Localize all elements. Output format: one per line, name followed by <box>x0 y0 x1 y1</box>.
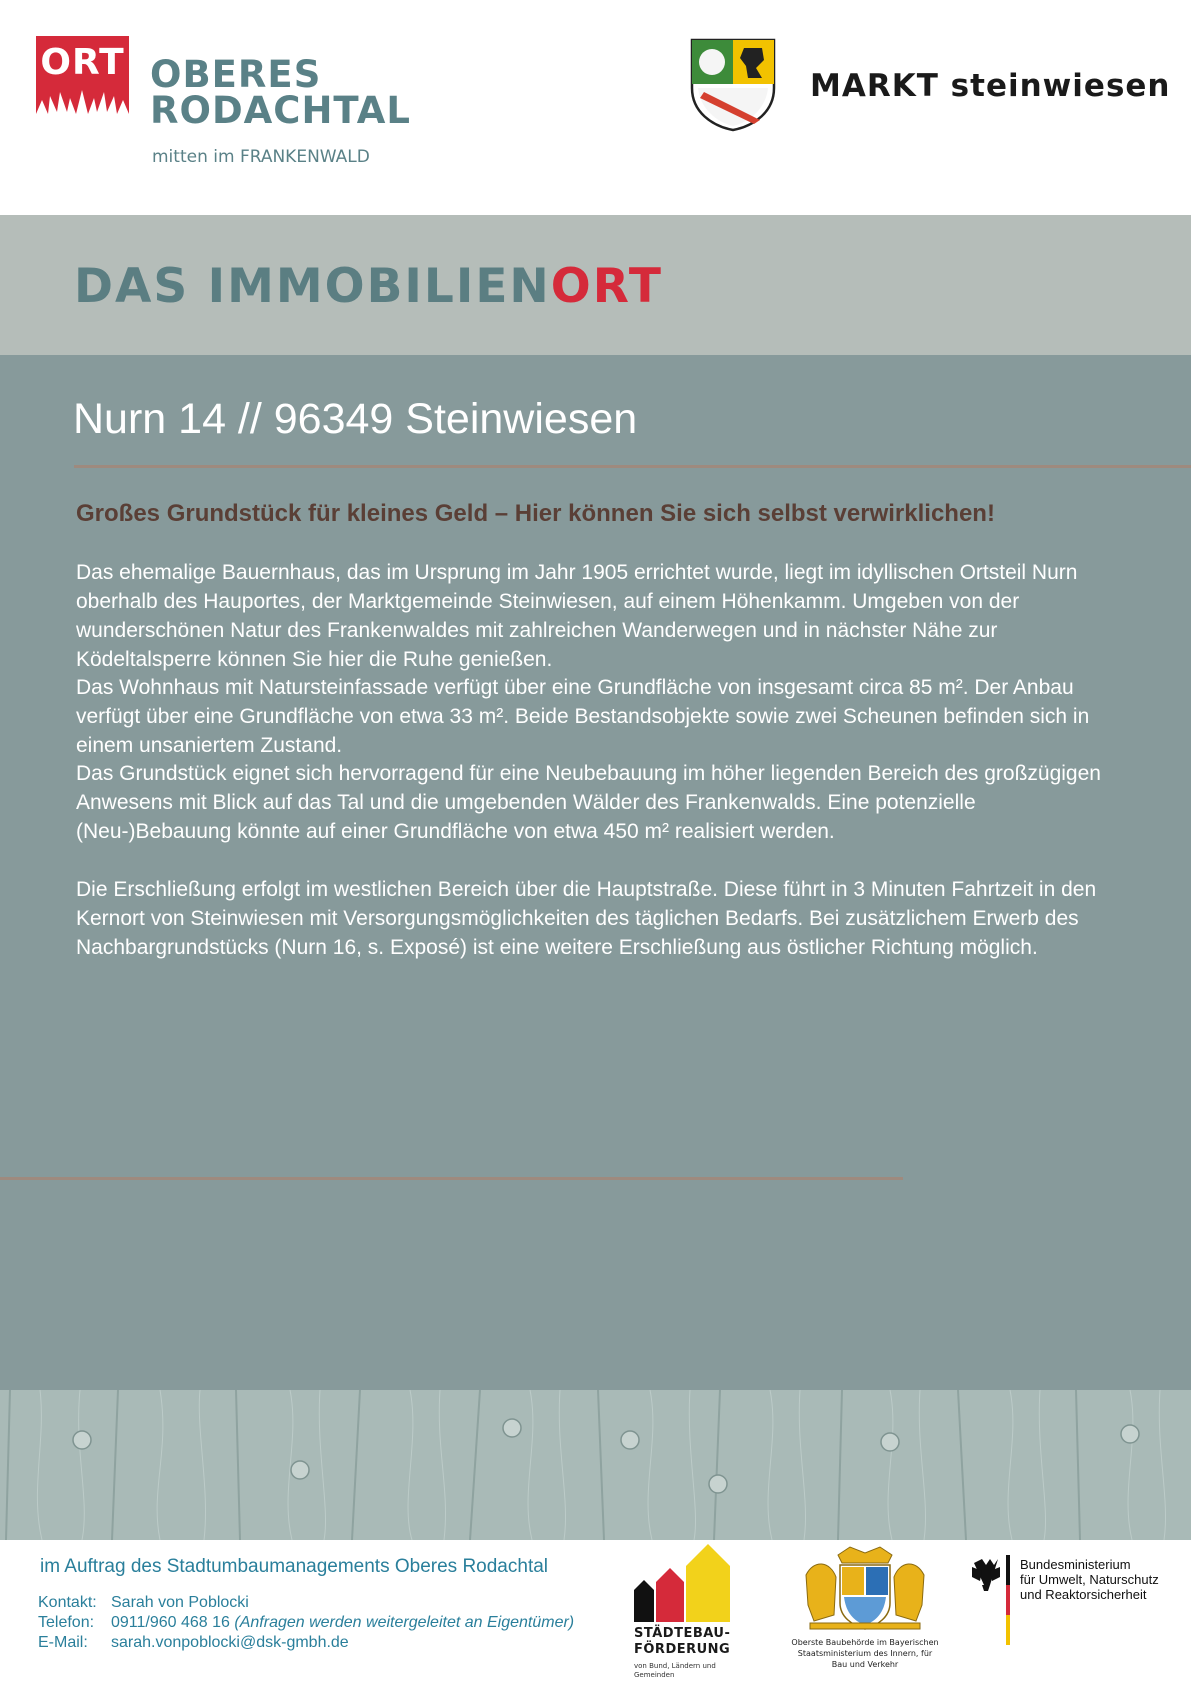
federal-ministry-logo <box>968 1555 1183 1655</box>
main-content <box>0 355 1191 1390</box>
title-band <box>0 215 1191 355</box>
tree-silhouette-icon <box>36 86 129 128</box>
phone-note: (Anfragen werden weitergeleitet an Eigentümer) <box>234 1614 575 1631</box>
staedtebau-line1: STÄDTEBAU- <box>634 1626 731 1641</box>
phone-row <box>38 1614 574 1632</box>
houses-icon <box>634 1544 734 1622</box>
paragraph-2: Das Wohnhaus mit Natursteinfassade verfügt über eine Grundfläche von insgesamt circa 85 m². Der Anbau verfügt über eine Grundfläche von etwa 33 m². Beide Bestandsobjekte sowie zwei Scheunen befinden sich in einem unsaniertem Zustand. <box>76 676 1090 757</box>
bavaria-ministry-text: Oberste Baubehörde im Bayerischen Staatsministerium des Innern, für Bau und Verkehr <box>791 1638 939 1669</box>
oberes-rodachtal-logo <box>36 36 411 171</box>
band-title-part1: DAS IMMOBILIEN <box>74 259 551 314</box>
band-title-part2: ORT <box>550 259 663 314</box>
bavaria-ministry-logo <box>790 1545 940 1684</box>
band-title <box>74 259 663 314</box>
brand-tagline: mitten im FRANKENWALD <box>152 147 370 167</box>
staedtebau-subtitle: von Bund, Ländern und Gemeinden <box>634 1662 716 1679</box>
divider-bottom <box>0 1177 903 1180</box>
headline: Großes Grundstück für kleines Geld – Hier können Sie sich selbst verwirklichen! <box>76 500 995 527</box>
commission-note: im Auftrag des Stadtumbaumanagements Oberes Rodachtal <box>40 1556 549 1577</box>
ort-badge-text: ORT <box>40 42 125 83</box>
wood-texture-image <box>0 1390 1191 1540</box>
markt-steinwiesen-logo <box>690 38 1171 138</box>
contact-name: Sarah von Poblocki <box>111 1594 249 1611</box>
federal-ministry-line1: Bundesministerium <box>1020 1557 1131 1572</box>
staedtebau-title <box>634 1626 730 1658</box>
staedtebau-logo <box>632 1544 752 1684</box>
coat-of-arms-icon <box>690 38 776 132</box>
divider-top <box>74 465 1191 468</box>
email-label: E-Mail: <box>38 1634 88 1651</box>
paragraph-1: Das ehemalige Bauernhaus, das im Ursprung im Jahr 1905 errichtet wurde, liegt im idyllischen Ortsteil Nurn oberhalb des Hauportes, der Marktgemeinde Steinwiesen, auf einem Höhenkamm. Umgeben von der wunderschönen Natur des Frankenwaldes mit zahlreichen Wanderwegen und in nächster Nähe zur Ködeltalsperre können Sie hier die Ruhe genießen. <box>76 561 1078 671</box>
paragraph-3: Das Grundstück eignet sich hervorragend für eine Neubebauung im höher liegenden Bereich des großzügigen Anwesens mit Blick auf das Tal und die umgebenden Wälder des Frankenwalds. Eine potenzielle (Neu-)Bebauung könnte auf einer Grundfläche von etwa 450 m² realisiert werden. <box>76 762 1101 843</box>
staedtebau-line2: FÖRDERUNG <box>634 1642 731 1657</box>
federal-ministry-line2: für Umwelt, Naturschutz <box>1020 1572 1159 1587</box>
markt-name: MARKT steinwiesen <box>810 68 1171 104</box>
ort-badge <box>36 36 129 128</box>
paragraph-4: Die Erschließung erfolgt im westlichen Bereich über die Hauptstraße. Diese führt in 3 Minuten Fahrtzeit in den Kernort von Steinwiesen mit Versorgungsmöglichkeiten des täglichen Bedarfs. Bei zusätzlichem Erwerb des Nachbargrundstücks (Nurn 16, s. Exposé) ist eine weitere Erschließung aus östlicher Richtung möglich. <box>76 878 1097 959</box>
email-row <box>38 1634 349 1652</box>
bavarian-coat-of-arms-icon <box>800 1545 930 1633</box>
brand-name-line2: RODACHTAL <box>150 89 411 132</box>
federal-ministry-line3: und Reaktorsicherheit <box>1020 1587 1147 1602</box>
property-address: Nurn 14 // 96349 Steinwiesen <box>73 395 638 443</box>
email-address[interactable]: sarah.vonpoblocki@dsk-gmbh.de <box>111 1634 349 1651</box>
federal-ministry-text <box>1020 1557 1159 1602</box>
contact-row <box>38 1594 249 1612</box>
federal-eagle-icon <box>968 1555 1016 1645</box>
phone-label: Telefon: <box>38 1614 95 1631</box>
phone-number[interactable]: 0911/960 468 16 <box>111 1614 230 1631</box>
brand-name-line1: OBERES <box>150 53 322 96</box>
contact-label: Kontakt: <box>38 1594 97 1611</box>
